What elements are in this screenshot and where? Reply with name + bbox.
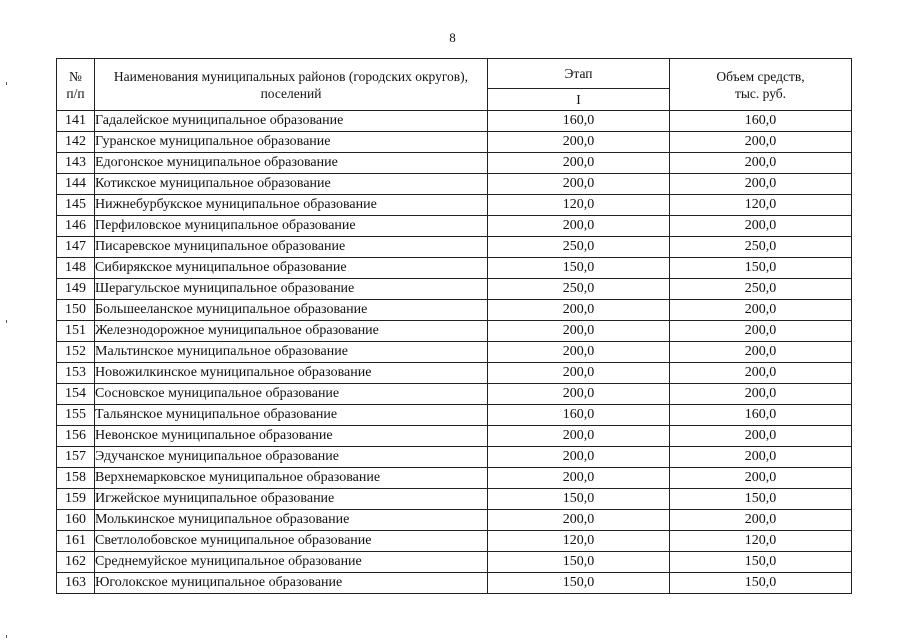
row-sum-value: 200,0 bbox=[670, 510, 852, 531]
table-row bbox=[57, 153, 852, 174]
row-sum-value: 120,0 bbox=[670, 195, 852, 216]
row-sum-value: 150,0 bbox=[670, 489, 852, 510]
row-name: Невонское муниципальное образование bbox=[95, 426, 488, 447]
row-num: 149 bbox=[57, 279, 95, 300]
row-sum-value: 200,0 bbox=[670, 300, 852, 321]
row-stage-value: 150,0 bbox=[488, 489, 670, 510]
row-name: Гуранское муниципальное образование bbox=[95, 132, 488, 153]
row-num: 161 bbox=[57, 531, 95, 552]
header-stage-sub: I bbox=[488, 89, 670, 111]
table-row bbox=[57, 573, 852, 594]
table-row bbox=[57, 258, 852, 279]
row-sum-value: 120,0 bbox=[670, 531, 852, 552]
row-stage-value: 250,0 bbox=[488, 279, 670, 300]
table-row bbox=[57, 132, 852, 153]
row-stage-value: 200,0 bbox=[488, 321, 670, 342]
row-num: 157 bbox=[57, 447, 95, 468]
header-num: № п/п bbox=[57, 59, 95, 111]
row-name: Железнодорожное муниципальное образование bbox=[95, 321, 488, 342]
row-sum-value: 200,0 bbox=[670, 321, 852, 342]
row-num: 152 bbox=[57, 342, 95, 363]
row-stage-value: 200,0 bbox=[488, 447, 670, 468]
row-num: 156 bbox=[57, 426, 95, 447]
row-stage-value: 200,0 bbox=[488, 426, 670, 447]
row-sum-value: 200,0 bbox=[670, 363, 852, 384]
row-num: 159 bbox=[57, 489, 95, 510]
row-stage-value: 150,0 bbox=[488, 552, 670, 573]
page-number: 8 bbox=[449, 30, 456, 45]
table-row bbox=[57, 363, 852, 384]
row-sum-value: 250,0 bbox=[670, 237, 852, 258]
row-name: Едогонское муниципальное образование bbox=[95, 153, 488, 174]
row-sum-value: 160,0 bbox=[670, 405, 852, 426]
header-name: Наименования муниципальных районов (городских округов), поселений bbox=[95, 59, 488, 111]
header-sum: Объем средств, тыс. руб. bbox=[670, 59, 852, 111]
table-row bbox=[57, 468, 852, 489]
header-stage: Этап bbox=[488, 59, 670, 89]
row-sum-value: 200,0 bbox=[670, 153, 852, 174]
row-sum-value: 200,0 bbox=[670, 132, 852, 153]
row-name: Нижнебурбукское муниципальное образование bbox=[95, 195, 488, 216]
row-num: 145 bbox=[57, 195, 95, 216]
table-row bbox=[57, 111, 852, 132]
row-num: 142 bbox=[57, 132, 95, 153]
row-stage-value: 120,0 bbox=[488, 195, 670, 216]
row-name: Новожилкинское муниципальное образование bbox=[95, 363, 488, 384]
row-stage-value: 150,0 bbox=[488, 573, 670, 594]
table-row bbox=[57, 531, 852, 552]
row-sum-value: 150,0 bbox=[670, 258, 852, 279]
row-name: Мальтинское муниципальное образование bbox=[95, 342, 488, 363]
row-name: Тальянское муниципальное образование bbox=[95, 405, 488, 426]
row-num: 154 bbox=[57, 384, 95, 405]
scan-mark bbox=[6, 320, 7, 323]
row-sum-value: 200,0 bbox=[670, 342, 852, 363]
row-name: Эдучанское муниципальное образование bbox=[95, 447, 488, 468]
row-name: Игжейское муниципальное образование bbox=[95, 489, 488, 510]
table-row bbox=[57, 174, 852, 195]
table-row bbox=[57, 552, 852, 573]
row-num: 147 bbox=[57, 237, 95, 258]
row-sum-value: 150,0 bbox=[670, 552, 852, 573]
row-name: Молькинское муниципальное образование bbox=[95, 510, 488, 531]
row-name: Юголокское муниципальное образование bbox=[95, 573, 488, 594]
row-name: Котикское муниципальное образование bbox=[95, 174, 488, 195]
row-sum-value: 200,0 bbox=[670, 447, 852, 468]
row-num: 143 bbox=[57, 153, 95, 174]
row-name: Писаревское муниципальное образование bbox=[95, 237, 488, 258]
row-stage-value: 120,0 bbox=[488, 531, 670, 552]
row-num: 162 bbox=[57, 552, 95, 573]
row-name: Светлолобовское муниципальное образование bbox=[95, 531, 488, 552]
row-num: 148 bbox=[57, 258, 95, 279]
row-num: 144 bbox=[57, 174, 95, 195]
row-sum-value: 200,0 bbox=[670, 216, 852, 237]
row-num: 146 bbox=[57, 216, 95, 237]
row-sum-value: 200,0 bbox=[670, 384, 852, 405]
table-row bbox=[57, 405, 852, 426]
table-row bbox=[57, 384, 852, 405]
row-stage-value: 200,0 bbox=[488, 363, 670, 384]
scan-mark bbox=[6, 82, 7, 85]
row-name: Среднемуйское муниципальное образование bbox=[95, 552, 488, 573]
row-num: 153 bbox=[57, 363, 95, 384]
row-sum-value: 200,0 bbox=[670, 174, 852, 195]
row-num: 141 bbox=[57, 111, 95, 132]
row-num: 155 bbox=[57, 405, 95, 426]
scan-mark bbox=[6, 635, 7, 638]
row-stage-value: 200,0 bbox=[488, 174, 670, 195]
row-sum-value: 150,0 bbox=[670, 573, 852, 594]
row-name: Верхнемарковское муниципальное образование bbox=[95, 468, 488, 489]
table-row bbox=[57, 237, 852, 258]
row-num: 150 bbox=[57, 300, 95, 321]
row-stage-value: 200,0 bbox=[488, 132, 670, 153]
row-name: Гадалейское муниципальное образование bbox=[95, 111, 488, 132]
table-row bbox=[57, 321, 852, 342]
table-row bbox=[57, 447, 852, 468]
row-name: Шерагульское муниципальное образование bbox=[95, 279, 488, 300]
table-row bbox=[57, 489, 852, 510]
row-name: Сосновское муниципальное образование bbox=[95, 384, 488, 405]
row-num: 151 bbox=[57, 321, 95, 342]
row-stage-value: 250,0 bbox=[488, 237, 670, 258]
table-row bbox=[57, 342, 852, 363]
row-stage-value: 200,0 bbox=[488, 300, 670, 321]
table-row bbox=[57, 216, 852, 237]
row-stage-value: 200,0 bbox=[488, 384, 670, 405]
row-stage-value: 200,0 bbox=[488, 510, 670, 531]
row-sum-value: 250,0 bbox=[670, 279, 852, 300]
table-row bbox=[57, 279, 852, 300]
row-num: 158 bbox=[57, 468, 95, 489]
row-stage-value: 200,0 bbox=[488, 153, 670, 174]
row-sum-value: 200,0 bbox=[670, 426, 852, 447]
table-row bbox=[57, 195, 852, 216]
row-sum-value: 160,0 bbox=[670, 111, 852, 132]
row-stage-value: 200,0 bbox=[488, 216, 670, 237]
row-stage-value: 160,0 bbox=[488, 111, 670, 132]
table-row bbox=[57, 510, 852, 531]
row-stage-value: 150,0 bbox=[488, 258, 670, 279]
row-sum-value: 200,0 bbox=[670, 468, 852, 489]
row-stage-value: 200,0 bbox=[488, 342, 670, 363]
table-row bbox=[57, 300, 852, 321]
row-name: Большееланское муниципальное образование bbox=[95, 300, 488, 321]
row-num: 163 bbox=[57, 573, 95, 594]
row-num: 160 bbox=[57, 510, 95, 531]
row-stage-value: 200,0 bbox=[488, 468, 670, 489]
table-row bbox=[57, 426, 852, 447]
row-stage-value: 160,0 bbox=[488, 405, 670, 426]
row-name: Перфиловское муниципальное образование bbox=[95, 216, 488, 237]
row-name: Сибирякское муниципальное образование bbox=[95, 258, 488, 279]
allocation-table bbox=[56, 58, 852, 594]
